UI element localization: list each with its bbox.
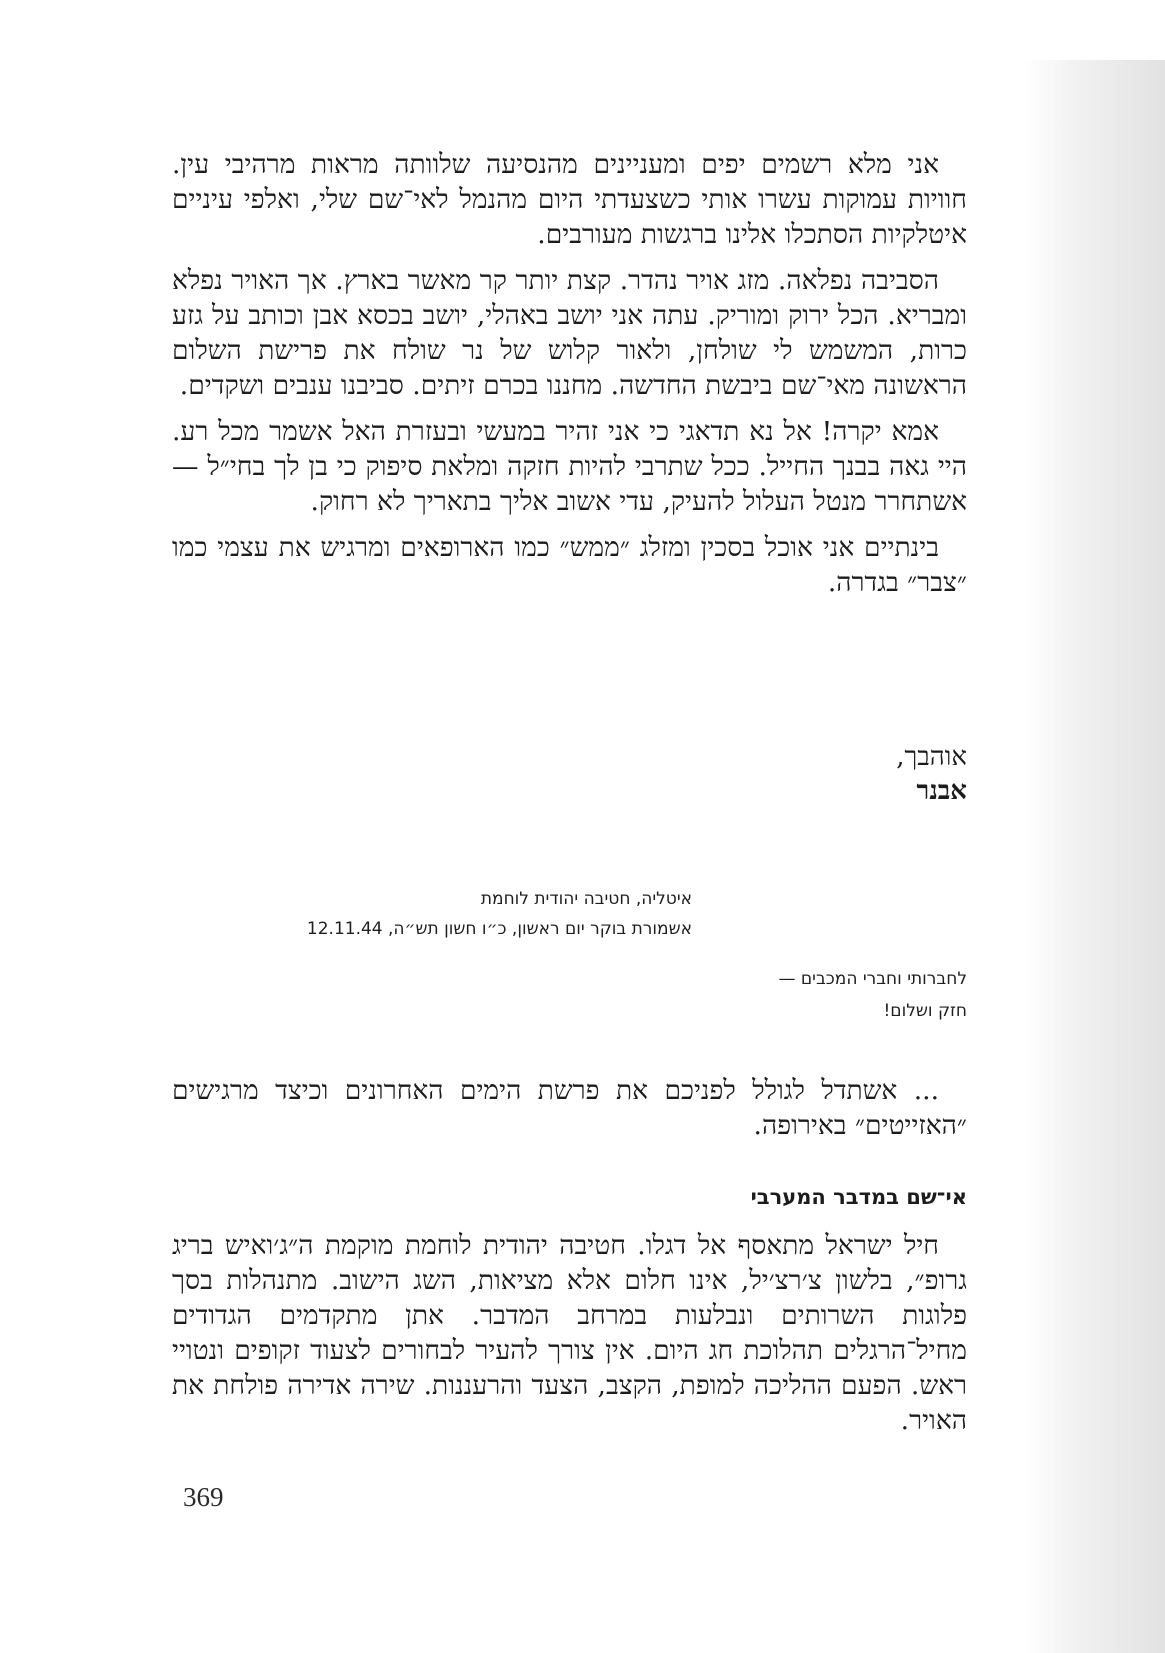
section-paragraph: חיל ישראל מתאסף אל דגלו. חטיבה יהודית לוחמת מוקמת ה״ג׳ואיש בריג גרופ״, בלשון צ׳רצ׳יל, אינו חלום אלא מציאות, השג הישוב. מתנהלות בסך פלוגות השרותים ונבלעות במרחב המדבר. אתן מתקדמים הגדודים מחיל־הרגלים תהלוכת חג היום. אין צורך להעיר לבחורים לצעוד זקופים ונטויי ראש. הפעם ההליכה למופת, הקצב, הצעד והרעננות. שירה אדירה פולחת את האויר. [172, 1230, 967, 1436]
dateline-place: איטליה, חטיבה יהודית לוחמת [480, 889, 692, 909]
intro-paragraph: ... אשתדל לגולל לפניכם את פרשת הימים האחרונים וכיצד מרגישים ״האזייטים״ באירופה. [172, 1075, 967, 1141]
letter-signature [172, 740, 967, 808]
address-greeting: חזק ושלום! [883, 1001, 967, 1021]
body-paragraph-1: אני מלא רשמים יפים ומעניינים מהנסיעה שלוותה מראות מרהיבי עין. חוויות עמוקות עשרו אותי כשצעדתי היום מהנמל לאי־שם שלי, ואלפי עיניים איטלקיות הסתכלו אלינו ברגשות מעורבים. [172, 149, 967, 250]
spine-shadow [1025, 60, 1165, 1653]
address [600, 968, 967, 1022]
letter-body [172, 147, 967, 600]
dateline [172, 888, 692, 940]
section-body [172, 1228, 967, 1438]
body-paragraph-2: הסביבה נפלאה. מזג אויר נהדר. קצת יותר קר מאשר בארץ. אך האויר נפלא ומבריא. הכל ירוק ומוריק. עתה אני יושב באהלי, יושב בכסא אבן וכותב על גזע כרות, המשמש לי שולחן, ולאור קלוש של נר שולח את פרישת השלום הראשונה מאי־שם ביבשת החדשה. מחננו בכרם זיתים. סביבנו ענבים ושקדים. [172, 265, 967, 401]
section-heading: אי־שם במדבר המערבי [750, 1185, 967, 1209]
body-paragraph-3: אמא יקרה! אל נא תדאגי כי אני זהיר במעשי ובעזרת האל אשמר מכל רע. היי גאה בבנך החייל. ככל שתרבי להיות חזקה ומלאת סיפוק כי בן לך בחי״ל — אשתחרר מנטל העלול להעיק, עדי אשוב אליך בתאריך לא רחוק. [172, 416, 967, 517]
letter-intro [172, 1073, 967, 1143]
address-recipients: לחברותי וחברי המכבים — [778, 969, 967, 989]
body-paragraph-4: בינתיים אני אוכל בסכין ומזלג ״ממש״ כמו הארופאים ומרגיש את עצמי כמו ״צבר״ בגדרה. [172, 532, 967, 598]
signature-name: אבנר [916, 776, 967, 806]
page-number: 369 [183, 1482, 224, 1512]
signature-closing: אוהבך, [896, 742, 967, 772]
dateline-date: אשמורת בוקר יום ראשון, כ״ו חשון תש״ה, 12.11.44 [306, 919, 692, 939]
